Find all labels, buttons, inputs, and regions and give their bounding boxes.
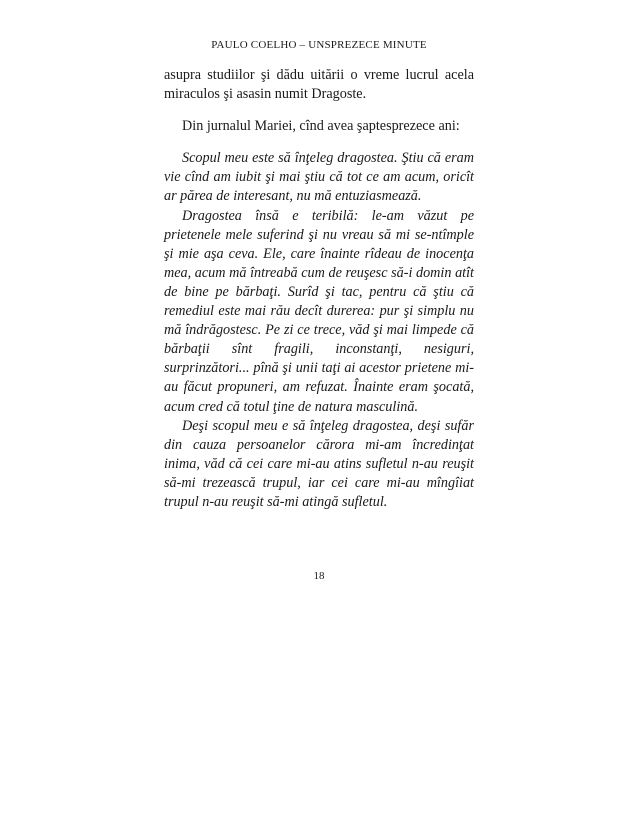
body-text <box>164 66 474 512</box>
running-header: PAULO COELHO – UNSPREZECE MINUTE <box>211 39 427 51</box>
page-number: 18 <box>313 570 325 582</box>
intro-paragraph: asupra studiilor şi dădu uitării o vreme lucrul acela miraculos şi asasin numit Dragoste. <box>164 67 474 103</box>
diary-paragraph: Deşi scopul meu e să înţeleg dragostea, deşi sufăr din cauza persoanelor cărora mi-am încredinţat inima, văd că cei care mi-au atins sufletul n-au reuşit să-mi trezească trupul, iar cei care mi-au mîngîiat trupul n-au reuşit să-mi atingă sufletul. <box>164 417 474 510</box>
diary-excerpt <box>164 149 474 512</box>
diary-paragraph: Scopul meu este să înţeleg dragostea. Ştiu că eram vie cînd am iubit şi mai ştiu că tot ce am acum, oricît ar părea de interesant, nu mă entuziasmează. <box>164 150 474 205</box>
diary-heading: Din jurnalul Mariei, cînd avea şaptesprezece ani: <box>182 118 460 135</box>
diary-paragraph: Dragostea însă e teribilă: le-am văzut pe prietenele mele suferind şi nu vreau să mi se-ntîmple şi mie aşa ceva. Ele, care înainte rîdeau de inocenţa mea, acum mă întreabă cum de reuşesc să-i domin atît de bine pe bărbaţi. Surîd şi tac, pentru că ştiu că remediul este mai rău decît durerea: pur şi simplu nu mă îndrăgostesc. Pe zi ce trece, văd şi mai limpede că bărbaţii sînt fragili, inconstanţi, nesiguri, surprinzători... pînă şi unii taţi ai acestor prietene mi-au făcut propuneri, am refuzat. Înainte eram şocată, acum cred că totul ţine de natura masculină. <box>164 207 474 415</box>
